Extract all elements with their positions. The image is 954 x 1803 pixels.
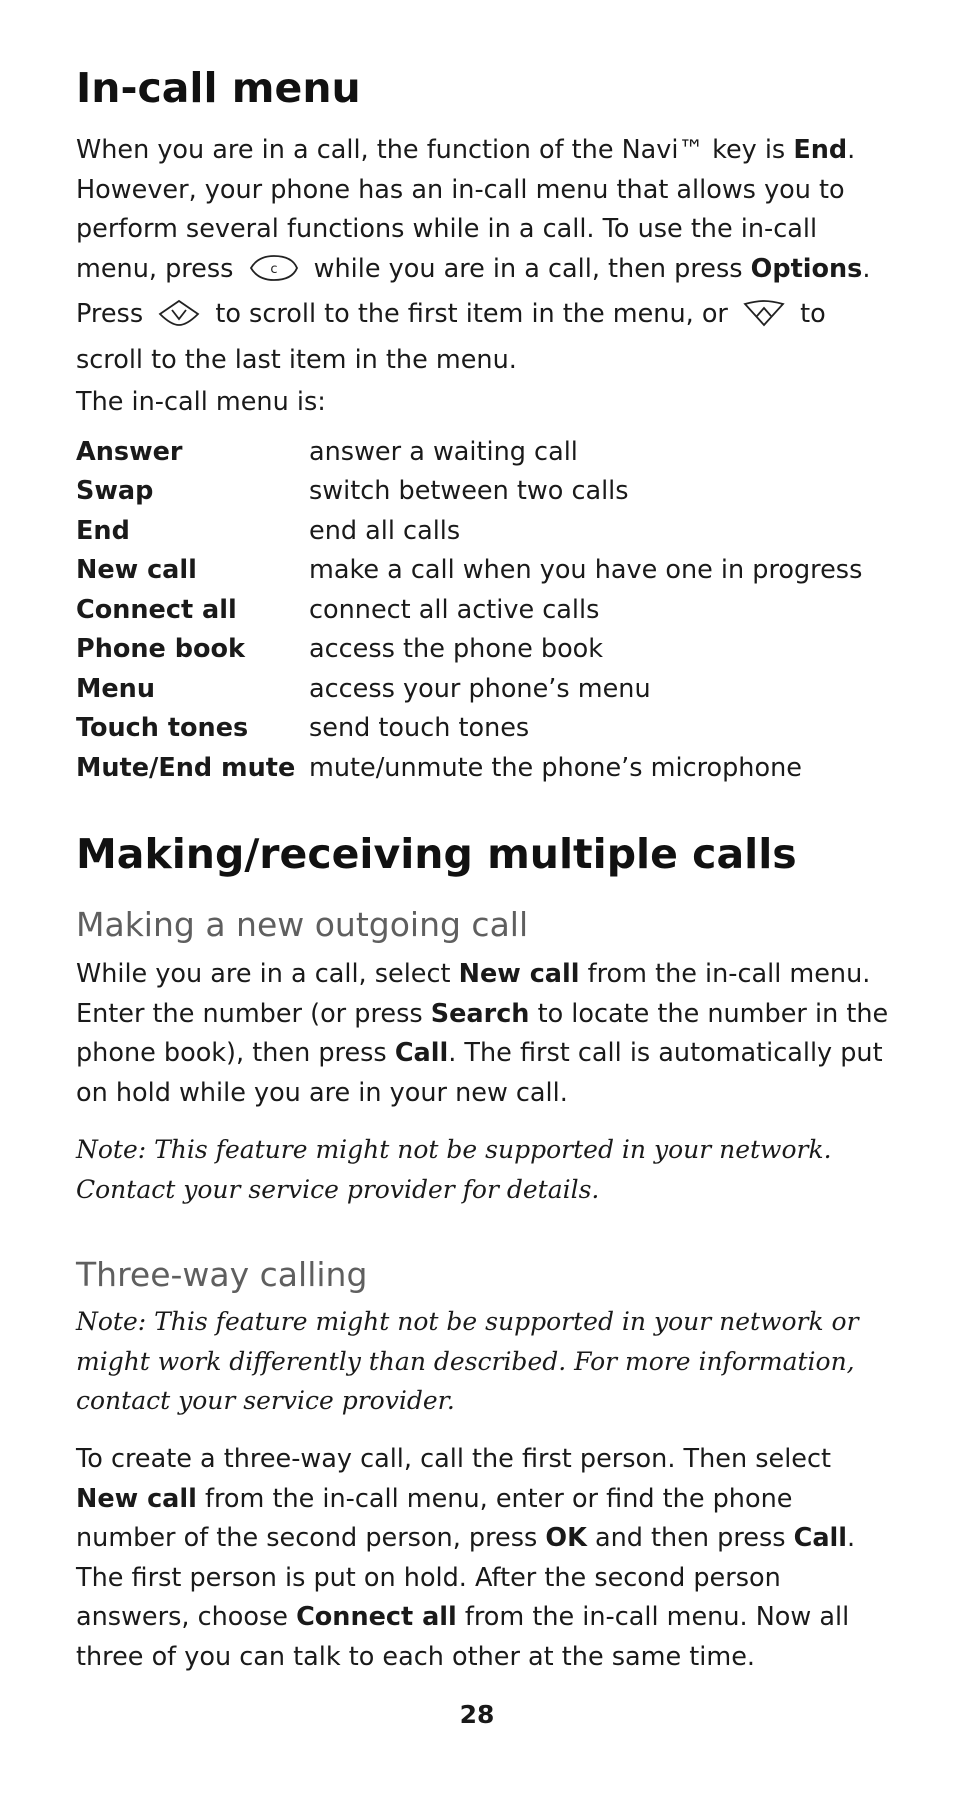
table-row: Swap switch between two calls (76, 476, 629, 507)
clear-key-icon (248, 253, 300, 296)
page-number: 28 (459, 1700, 495, 1729)
section-title-multiple-calls: Making/receiving multiple calls (76, 830, 797, 878)
table-row: Mute/End mute mute/unmute the phone’s microphone (76, 752, 802, 783)
new-outgoing-call-text: While you are in a call, select New call from the in-call menu. Enter the number (or press Search to locate the number in the phone book), then press Call. The first call is automatically put on hold while you are in your new call. (76, 959, 889, 1108)
table-row: Menu access your phone’s menu (76, 673, 651, 704)
scroll-up-key-icon (157, 298, 201, 341)
subsection-title-new-outgoing-call: Making a new outgoing call (76, 905, 529, 944)
scroll-down-key-icon (742, 298, 786, 341)
three-way-calling-text: To create a three-way call, call the first person. Then select New call from the in-call menu, enter or find the phone number of the second person, press OK and then press Call. The first person is put on hold. After the second person answers, choose Connect all from the in-call menu. Now all three of you can talk to each other at the same time. (76, 1444, 856, 1672)
section-title-in-call-menu: In-call menu (76, 64, 361, 112)
table-row: Touch tones send touch tones (76, 713, 530, 744)
in-call-menu-intro: The in-call menu is: (76, 387, 326, 417)
table-row: End end all calls (76, 515, 461, 546)
table-row: New call make a call when you have one in progress (76, 555, 863, 586)
three-way-note: Note: This feature might not be supported in your network or might work differently than described. For more information, contact your service provider. (76, 1307, 859, 1415)
in-call-menu-description: When you are in a call, the function of the Navi™ key is End. However, your phone has an in-call menu that allows you to perform several functions while in a call. To use the in-call menu, press c while you are in a call, then press Options. Press to scroll to the first item in the menu, or to scroll to the last item in the menu. (76, 135, 871, 375)
svg-text:c: c (269, 261, 278, 277)
table-row: Connect all connect all active calls (76, 594, 600, 625)
subsection-title-three-way-calling: Three-way calling (76, 1255, 368, 1294)
in-call-menu-table (76, 432, 862, 788)
table-row: Phone book access the phone book (76, 634, 604, 665)
network-note: Note: This feature might not be supported in your network. Contact your service provider for details. (76, 1135, 832, 1204)
table-row: Answer answer a waiting call (76, 436, 578, 467)
